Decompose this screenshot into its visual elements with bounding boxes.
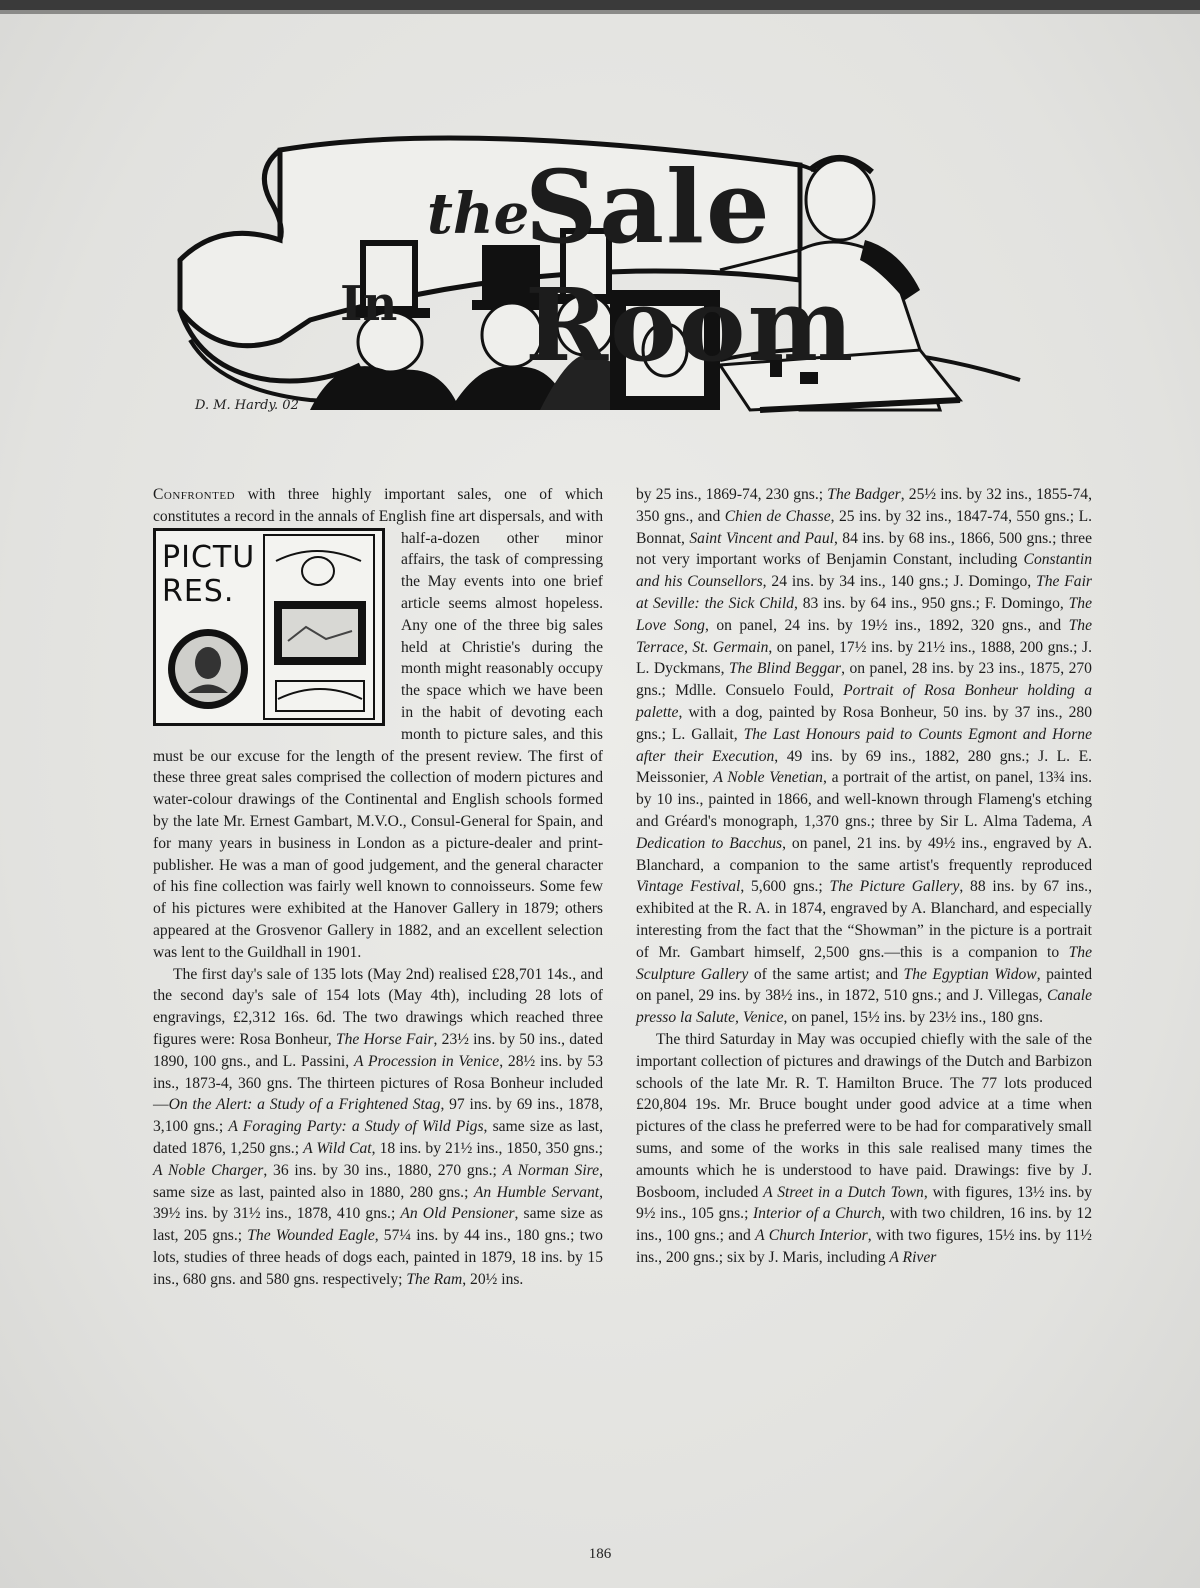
artwork-title: Portrait of Rosa Bonheur holding a palette <box>636 682 1092 721</box>
artwork-title: Canale presso la Salute, Venice <box>636 987 1092 1027</box>
text-run: , with two figures, 15½ ins. by 11½ ins., 200 gns.; six by J. Maris, including <box>636 1227 1092 1266</box>
artwork-title: Saint Vincent and Paul <box>689 529 834 547</box>
artwork-title: The Horse Fair <box>335 1030 434 1048</box>
banner-drawing <box>160 110 1060 430</box>
text-run: , 83 ins. by 64 ins., 950 gns.; F. Domingo, <box>793 594 1069 612</box>
header-title-the: the <box>427 181 530 247</box>
artwork-title: The Last Honours paid to Counts Egmont and Horne after their Execution <box>636 725 1092 765</box>
pictures-inset <box>153 528 385 726</box>
text-run: , 24 ins. by 34 ins., 140 gns.; J. Domingo, <box>762 573 1037 591</box>
right-paragraph-1 <box>636 484 1092 1029</box>
left-p1-text-a: with three highly important sales, one of which constitutes a record in the annals of English <box>153 486 603 525</box>
text-run: , same size as last, 205 gns.; <box>153 1205 603 1245</box>
text-run: , same size as last, painted also in 1880, 280 gns.; <box>153 1161 604 1201</box>
text-run: , same size as last, dated 1876, 1,250 gns.; <box>153 1118 603 1157</box>
left-paragraph-1 <box>153 484 603 964</box>
artwork-title: Vintage Festival <box>636 878 741 896</box>
text-run: , 39½ ins. by 31½ ins., 1878, 410 gns.; <box>153 1183 604 1223</box>
artwork-title: An Humble Servant <box>473 1183 600 1201</box>
artwork-title: A Procession in Venice <box>353 1052 500 1070</box>
text-run: , painted on panel, 29 ins. by 38½ ins., in 1872, 510 gns.; and J. Villegas, <box>636 965 1093 1005</box>
left-p1-text-b: fine art dispersals, and with half-a-dozen other minor affairs, the task of compressing the May events into one brief article seems almost hopeless. Any one of the three big sales held at Christie's during the month might reasonably occupy the space which we have been in the habit of devoting each month to picture sales, and this must be our excuse for the length of the present review. The first of these three great sales comprised the collection of modern pictures and water-colour drawings of the Continental and English schools formed by the late Mr. Ernest Gambart, M.V.O., Consul-General for Spain, and for many years in business in London as a picture-dealer and print-publisher. He was a man of good judgement, and the general character of his fine collection was fairly well known to connoisseurs. Some few of his pictures were exhibited at the Hanover Gallery in 1879; others appeared at the Grosvenor Gallery in 1882, and an excellent selection was lent to the Guildhall in 1901. <box>153 507 603 961</box>
left-paragraph-2 <box>153 964 603 1291</box>
text-run: by 25 ins., 1869-74, 230 gns.; <box>636 486 828 503</box>
artwork-title: The Terrace, St. Germain <box>636 616 1092 656</box>
artwork-title: On the Alert: a Study of a Frightened Stag <box>168 1096 441 1114</box>
text-run: , 36 ins. by 30 ins., 1880, 270 gns.; <box>263 1161 503 1179</box>
scan-top-edge-highlight <box>0 10 1200 14</box>
text-run: , 23½ ins. by 50 ins., dated 1890, 100 gns., and L. Passini, <box>153 1030 603 1070</box>
text-run: , with figures, 13½ ins. by 9½ ins., 105 gns.; <box>636 1183 1092 1223</box>
header-title-in: In <box>340 276 398 332</box>
artwork-title: The Blind Beggar <box>729 660 842 678</box>
artwork-title: The Ram <box>406 1270 463 1288</box>
artwork-title: Constantin and his Counsellors <box>636 551 1092 591</box>
text-run: , on panel, 17½ ins. by 21½ ins., 1888, 200 gns.; J. L. Dyckmans, <box>636 638 1092 678</box>
text-run: , 84 ins. by 68 ins., 1866, 500 gns.; three not very important works of Benjamin Constant, including <box>636 529 1092 569</box>
text-run: , 25½ ins. by 32 ins., 1855-74, 350 gns., and <box>636 486 1092 525</box>
artwork-title: A River <box>889 1248 937 1266</box>
text-run: The third Saturday in May was occupied chiefly with the sale of the important collection of pictures and drawings of the Dutch and Barbizon schools of the late Mr. R. T. Hamilton Bruce. The 77 lots produced £20,804 19s. Mr. Bruce bought under good advice at a time when pictures of the class he preferred were to be had for comparatively small sums, and some of the works in this sale realised many times the amounts which he is understood to have paid. Drawings: five by J. Bosboom, included <box>636 1030 1092 1201</box>
artwork-title: A Noble Venetian <box>713 769 823 787</box>
text-run: , on panel, 24 ins. by 19½ ins., 1892, 320 gns., and <box>704 616 1069 634</box>
page-number: 186 <box>588 1546 612 1562</box>
artwork-title: A Dedication to Bacchus <box>636 812 1092 852</box>
inset-label-line-2: RES. <box>162 573 235 609</box>
text-run: , a portrait of the artist, on panel, 13¾ ins. by 10 ins., painted in 1866, and well-known through Flameng's etching and Gréard's monograph, 1,370 gns.; three by Sir L. Alma Tadema, <box>636 769 1093 830</box>
artwork-title: The Wounded Eagle <box>247 1227 375 1245</box>
artwork-title: The Badger <box>827 486 901 503</box>
text-run: , 5,600 gns.; <box>740 878 830 896</box>
text-run: , with a dog, painted by Rosa Bonheur, 50 ins. by 37 ins., 280 gns.; L. Gallait, <box>636 703 1092 743</box>
lead-word: Confronted <box>153 486 236 503</box>
artwork-title: The Sculpture Gallery <box>636 943 1092 983</box>
artist-signature: D. M. Hardy. 02 <box>195 398 299 413</box>
text-run: , on panel, 15½ ins. by 23½ ins., 180 gns. <box>783 1009 1043 1027</box>
text-run: , on panel, 21 ins. by 49½ ins., engraved by A. Blanchard, a companion to the same artist's frequently reproduced <box>636 834 1092 874</box>
text-run: , 20½ ins. <box>462 1270 524 1288</box>
artwork-title: Chien de Chasse <box>724 507 831 525</box>
text-run: , 57¼ ins. by 44 ins., 180 gns.; two lots, studies of three heads of dogs each, painted in 1879, 18 ins. by 15 ins., 680 gns. and 580 gns. respectively; <box>153 1227 603 1288</box>
right-column <box>636 484 1092 1269</box>
header-illustration <box>160 110 1060 430</box>
text-run: , with two children, 16 ins. by 12 ins., 100 gns.; and <box>636 1205 1092 1245</box>
text-run: , 49 ins. by 69 ins., 1882, 280 gns.; J. L. E. Meissonier, <box>636 747 1092 787</box>
left-column <box>153 484 603 1290</box>
text-run: , 97 ins. by 69 ins., 1878, 3,100 gns.; <box>153 1096 603 1136</box>
text-run: , 18 ins. by 21½ ins., 1850, 350 gns.; <box>371 1139 603 1157</box>
inset-label-line-1: PICTU <box>162 539 256 575</box>
text-run: , on panel, 28 ins. by 23 ins., 1875, 270 gns.; Mdlle. Consuelo Fould, <box>636 660 1092 700</box>
text-run: , 28½ ins. by 53 ins., 1873-4, 360 gns. The thirteen pictures of Rosa Bonheur included— <box>153 1052 603 1114</box>
artwork-title: A Wild Cat <box>303 1139 372 1157</box>
artwork-title: A Street in a Dutch Town <box>763 1183 924 1201</box>
artwork-title: A Noble Charger <box>153 1161 264 1179</box>
artwork-title: The Love Song <box>636 594 1092 634</box>
artwork-title: A Church Interior <box>755 1227 868 1245</box>
text-run: , 25 ins. by 32 ins., 1847-74, 550 gns.; L. Bonnat, <box>636 507 1093 547</box>
artwork-title: A Foraging Party: a Study of Wild Pigs <box>228 1118 484 1136</box>
artwork-title: The Egyptian Widow <box>903 965 1037 983</box>
pictures-inset-label <box>162 541 282 609</box>
artwork-title: The Fair at Seville: the Sick Child <box>636 573 1092 612</box>
artwork-title: The Picture Gallery <box>829 878 960 896</box>
text-run: The first day's sale of 135 lots (May 2nd) realised £28,701 14s., and the second day's sale of 154 lots (May 4th), including 28 lots of engravings, £2,312 16s. 6d. The two drawings which reached three figures were: Rosa Bonheur, <box>153 965 603 1048</box>
pictures-inset-box <box>153 528 385 726</box>
text-run: of the same artist; and <box>748 965 904 983</box>
artwork-title: A Norman Sire <box>502 1161 600 1179</box>
artwork-title: Interior of a Church <box>752 1205 882 1223</box>
header-title-main: Sale Room <box>525 148 856 384</box>
right-paragraph-2 <box>636 1029 1092 1269</box>
artwork-title: An Old Pensioner <box>400 1205 515 1223</box>
text-run: , 88 ins. by 67 ins., exhibited at the R. A. in 1874, engraved by A. Blanchard, and especially interesting from the fact that the “Showman” in the picture is a portrait of Mr. Gambart himself, 2,500 gns.—this is a companion to <box>636 878 1092 961</box>
